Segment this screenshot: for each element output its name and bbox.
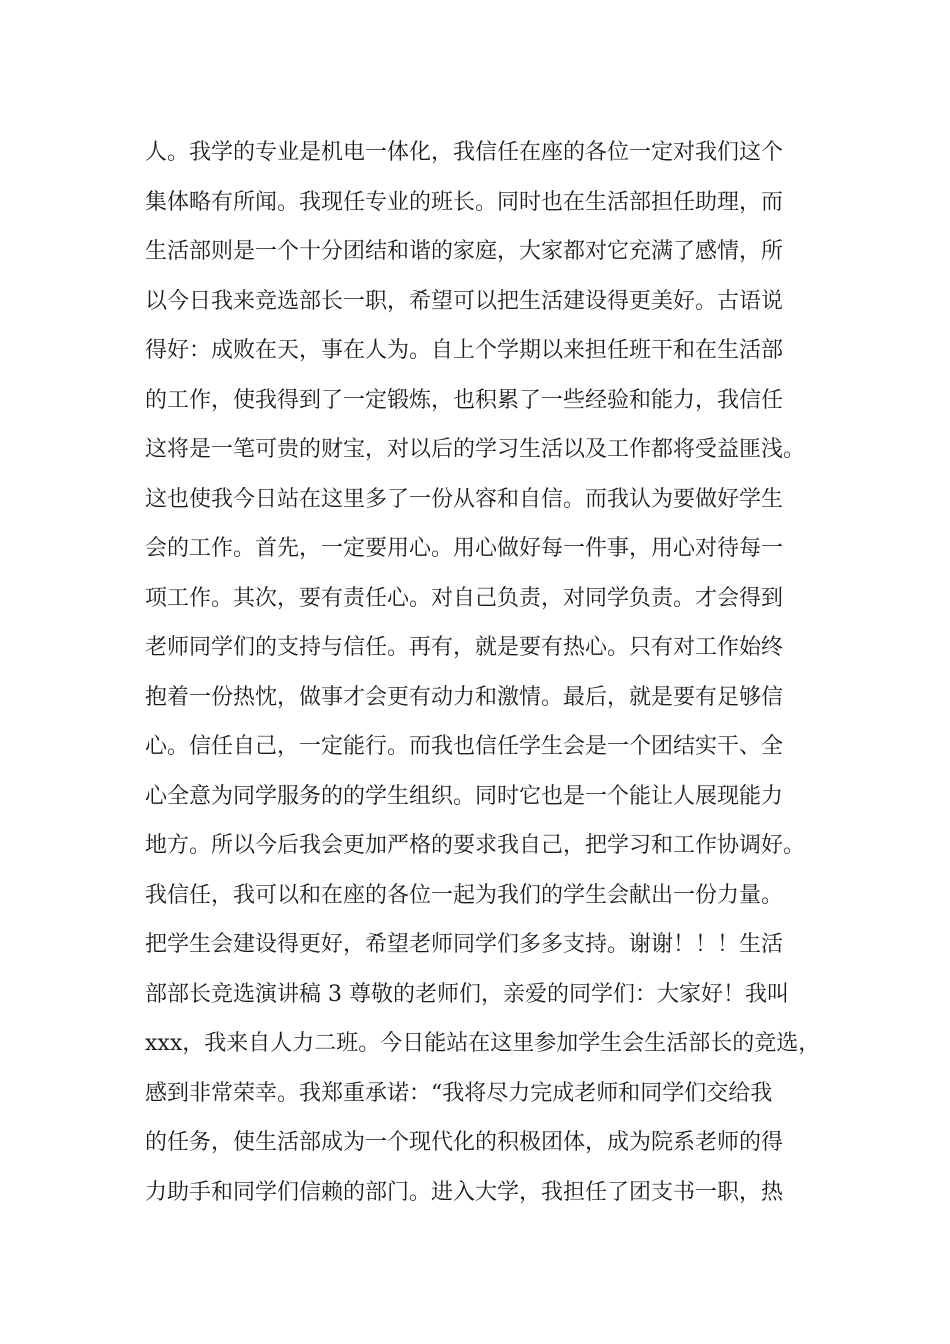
body-text (145, 128, 835, 1217)
text-line: 老师同学们的支持与信任。再有，就是要有热心。只有对工作始终 (145, 635, 784, 660)
text-line: 的工作，使我得到了一定锻炼，也积累了一些经验和能力，我信任 (145, 387, 784, 413)
text-line: 人。我学的专业是机电一体化，我信任在座的各位一定对我们这个 (145, 140, 784, 165)
text-line: 项工作。其次，要有责任心。对自己负责，对同学负责。才会得到 (145, 585, 784, 611)
text-line: 部部长竞选演讲稿 3 尊敬的老师们，亲爱的同学们：大家好！我叫 (145, 981, 789, 1007)
text-line: 这也使我今日站在这里多了一份从容和自信。而我认为要做好学生 (145, 486, 784, 512)
text-line: 抱着一份热忱，做事才会更有动力和激情。最后，就是要有足够信 (145, 684, 784, 710)
text-line: 会的工作。首先，一定要用心。用心做好每一件事，用心对待每一 (145, 536, 784, 561)
text-line: 的任务，使生活部成为一个现代化的积极团体，成为院系老师的得 (145, 1130, 784, 1155)
text-line: 把学生会建设得更好，希望老师同学们多多支持。谢谢！！！生活 (145, 932, 784, 957)
text-line: xxx，我来自人力二班。今日能站在这里参加学生会生活部长的竞选， (145, 1031, 821, 1056)
text-line: 集体略有所闻。我现任专业的班长。同时也在生活部担任助理，而 (145, 189, 784, 215)
text-line: 力助手和同学们信赖的部门。进入大学，我担任了团支书一职，热 (145, 1179, 784, 1205)
text-line: 得好：成败在天，事在人为。自上个学期以来担任班干和在生活部 (145, 338, 784, 363)
text-line: 地方。所以今后我会更加严格的要求我自己，把学习和工作协调好。 (145, 833, 806, 858)
text-line: 心。信任自己，一定能行。而我也信任学生会是一个团结实干、全 (145, 734, 784, 759)
text-line: 生活部则是一个十分团结和谐的家庭，大家都对它充满了感情，所 (145, 239, 784, 264)
text-line: 心全意为同学服务的的学生组织。同时它也是一个能让人展现能力 (145, 783, 784, 809)
text-line: 感到非常荣幸。我郑重承诺：“我将尽力完成老师和同学们交给我 (145, 1080, 773, 1106)
text-line: 这将是一笔可贵的财宝，对以后的学习生活以及工作都将受益匪浅。 (145, 437, 806, 462)
text-line: 以今日我来竞选部长一职，希望可以把生活建设得更美好。古语说 (145, 288, 784, 314)
text-line: 我信任，我可以和在座的各位一起为我们的学生会献出一份力量。 (145, 882, 784, 908)
